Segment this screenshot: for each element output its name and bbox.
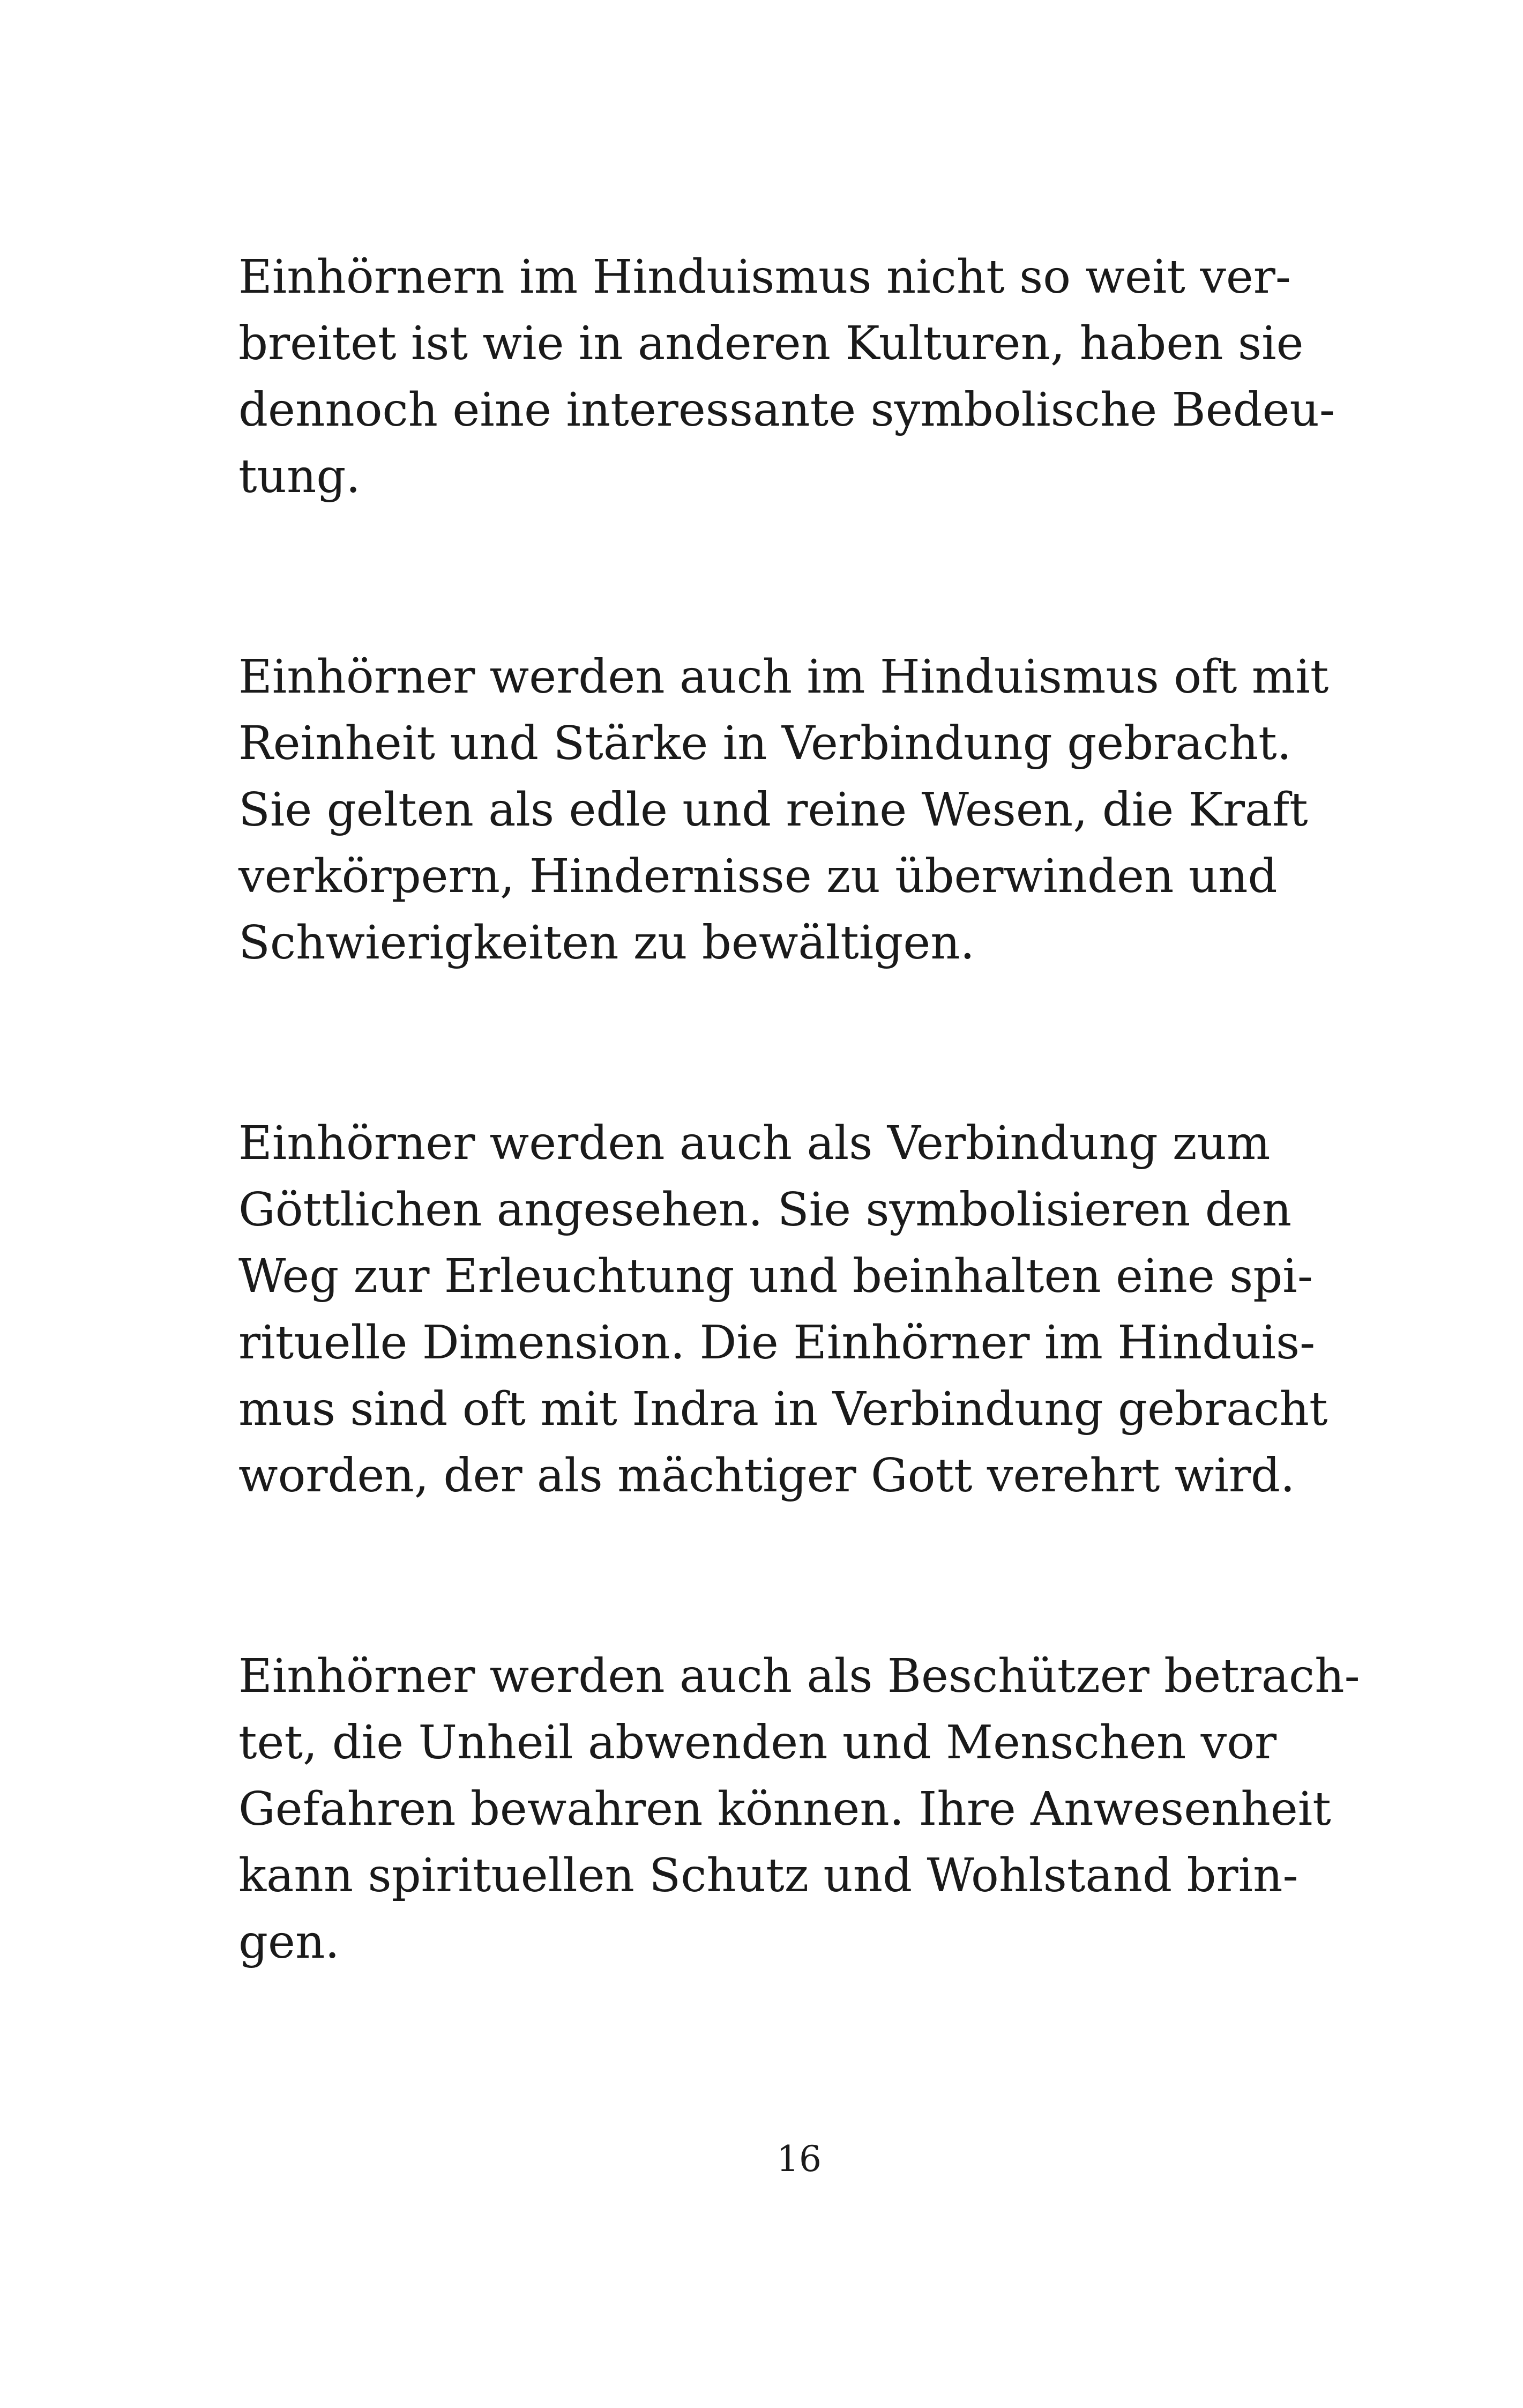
paragraph-line: Einhörner werden auch im Hinduismus oft mit (238, 650, 1329, 704)
paragraph-line: Einhörner werden auch als Verbindung zum (238, 1117, 1271, 1170)
paragraph-line: rituelle Dimension. Die Einhörner im Hinduis- (238, 1316, 1316, 1370)
paragraph-1 (238, 244, 1369, 510)
paragraph-line: Reinheit und Stärke in Verbindung gebracht. (238, 717, 1292, 770)
page-body (238, 244, 1369, 1975)
paragraph-line: Einhörner werden auch als Beschützer betrach- (238, 1649, 1360, 1703)
paragraph-gap (238, 510, 1369, 644)
paragraph-line: worden, der als mächtiger Gott verehrt wird. (238, 1449, 1295, 1503)
paragraph-line: mus sind oft mit Indra in Verbindung gebracht (238, 1383, 1328, 1436)
paragraph-gap (238, 976, 1369, 1110)
paragraph-line: Schwierigkeiten zu bewältigen. (238, 916, 975, 970)
paragraph-line: gen. (238, 1915, 340, 1969)
paragraph-line: breitet ist wie in anderen Kulturen, haben sie (238, 317, 1304, 370)
paragraph-line: Göttlichen angesehen. Sie symbolisieren den (238, 1183, 1292, 1237)
paragraph-4 (238, 1643, 1369, 1975)
page-number: 16 (777, 2138, 822, 2180)
paragraph-line: dennoch eine interessante symbolische Bedeu- (238, 383, 1335, 437)
paragraph-line: Sie gelten als edle und reine Wesen, die Kraft (238, 783, 1308, 837)
paragraph-line: verkörpern, Hindernisse zu überwinden und (238, 850, 1278, 903)
paragraph-line: Gefahren bewahren können. Ihre Anwesenheit (238, 1782, 1331, 1836)
paragraph-line: kann spirituellen Schutz und Wohlstand brin- (238, 1849, 1298, 1902)
paragraph-3 (238, 1110, 1369, 1509)
paragraph-line: tung. (238, 450, 361, 503)
paragraph-line: Einhörnern im Hinduismus nicht so weit ver- (238, 250, 1291, 304)
paragraph-line: Weg zur Erleuchtung und beinhalten eine spi- (238, 1250, 1313, 1303)
paragraph-line: tet, die Unheil abwenden und Menschen vor (238, 1716, 1277, 1770)
paragraph-gap (238, 1509, 1369, 1643)
paragraph-2 (238, 644, 1369, 976)
